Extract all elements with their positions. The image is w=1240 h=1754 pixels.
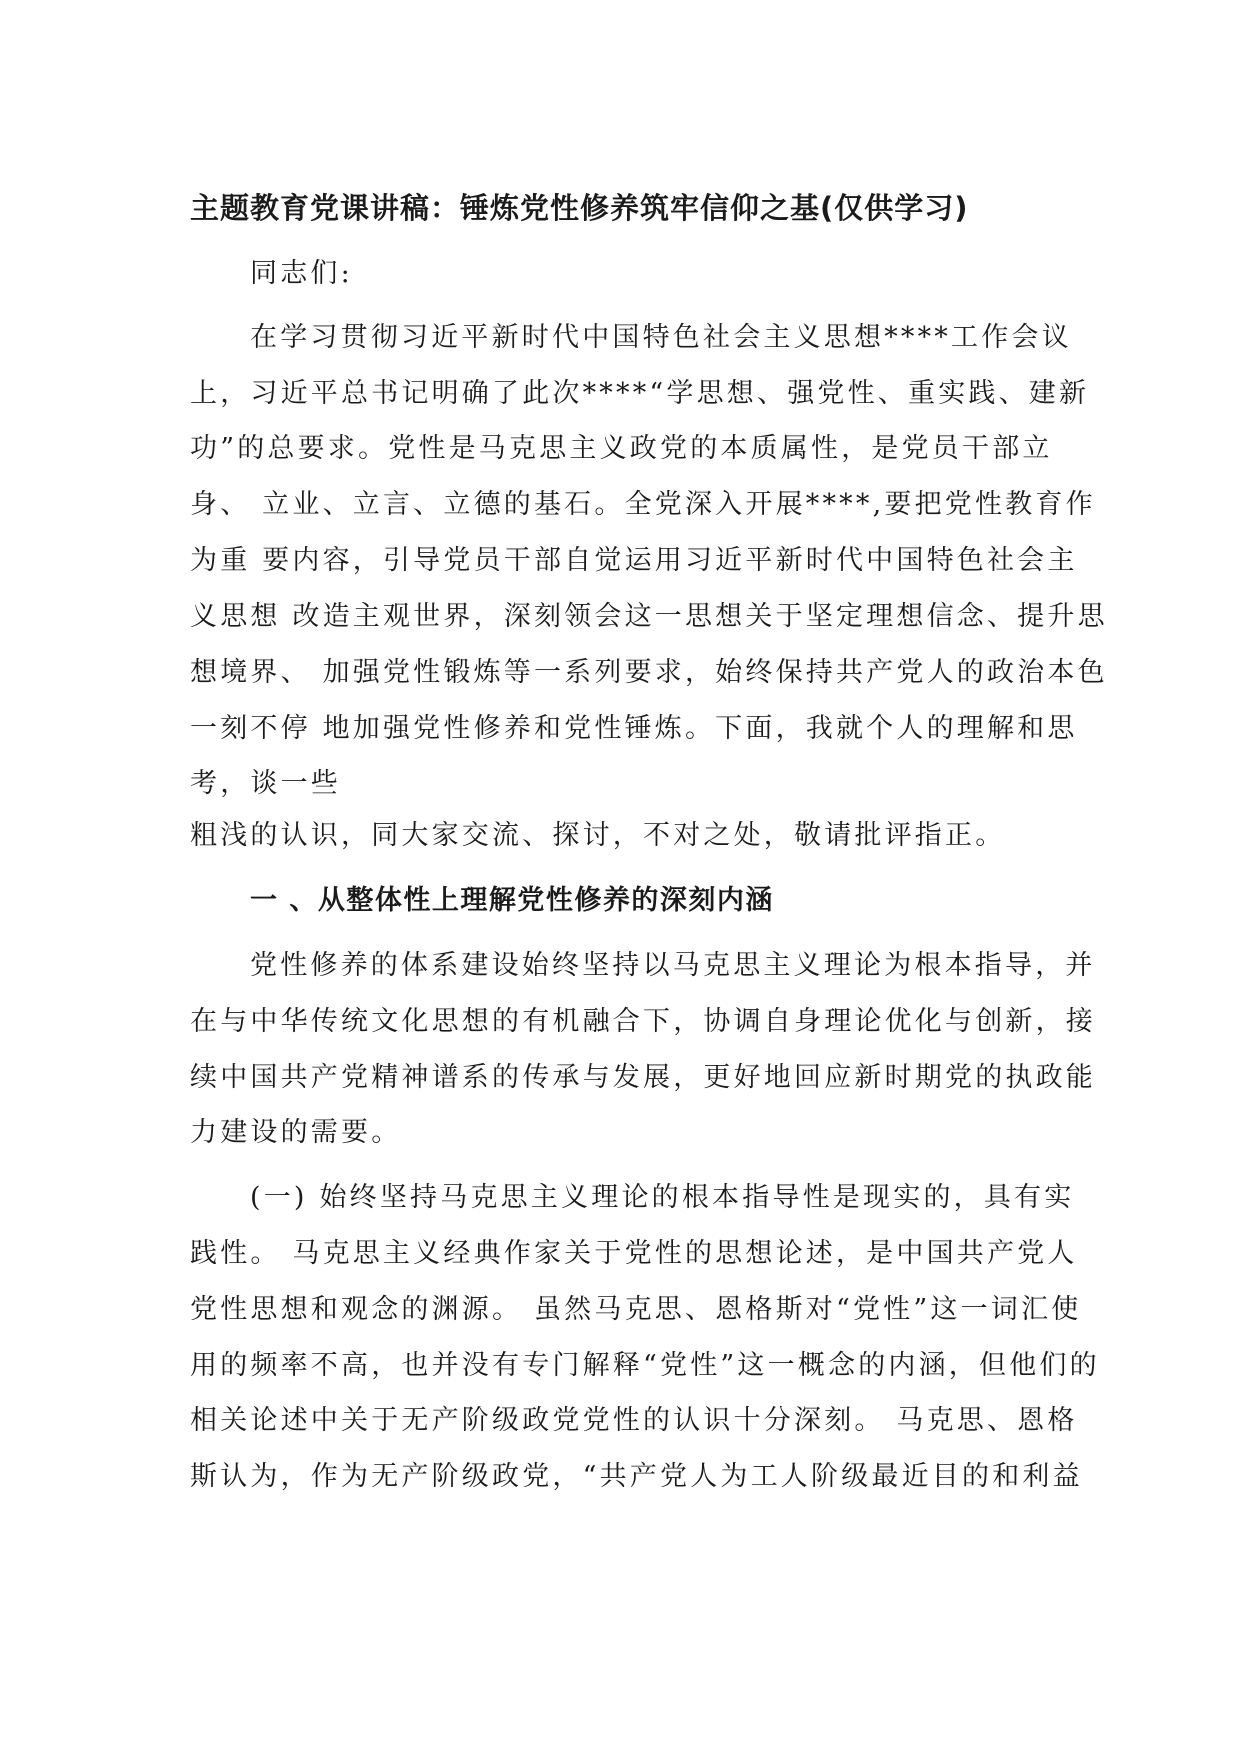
- paragraph-line: 党性修养的体系建设始终坚持以马克思主义理论为根本指导，并: [250, 950, 1096, 981]
- paragraph-line: 上，习近平总书记明确了此次****“学思想、强党性、重实践、建新: [190, 378, 1090, 409]
- paragraph-line: 党性思想和观念的渊源。 虽然马克思、恩格斯对“党性”这一词汇使: [190, 1294, 1082, 1325]
- section-heading: 一 、从整体性上理解党性修养的深刻内涵: [250, 885, 774, 916]
- paragraph-line: 义思想 改造主观世界，深刻领会这一思想关于坚定理想信念、提升思: [190, 601, 1108, 632]
- document-title: 主题教育党课讲稿：锤炼党性修养筑牢信仰之基(仅供学习): [190, 191, 969, 225]
- paragraph-line: 为重 要内容，引导党员干部自觉运用习近平新时代中国特色社会主: [190, 545, 1078, 576]
- paragraph-line: 斯认为，作为无产阶级政党，“共产党人为工人阶级最近目的和利益: [190, 1461, 1083, 1492]
- paragraph-line: 在与中华传统文化思想的有机融合下，协调自身理论优化与创新，接: [190, 1006, 1096, 1037]
- paragraph-line: 考，谈一些: [190, 768, 341, 799]
- paragraph-line: 用的频率不高，也并没有专门解释“党性”这一概念的内涵，但他们的: [190, 1350, 1100, 1381]
- paragraph-line: 践性。 马克思主义经典作家关于党性的思想论述，是中国共产党人: [190, 1238, 1078, 1269]
- paragraph-line: 功”的总要求。党性是马克思主义政党的本质属性，是党员干部立: [190, 433, 1053, 464]
- paragraph-line: 身、 立业、立言、立德的基石。全党深入开展****,要把党性教育作: [190, 489, 1096, 520]
- paragraph-line: 粗浅的认识，同大家交流、探讨，不对之处，敬请批评指正。: [190, 820, 1006, 851]
- paragraph-line: 在学习贯彻习近平新时代中国特色社会主义思想****工作会议: [250, 322, 1072, 353]
- paragraph-line: 相关论述中关于无产阶级政党党性的认识十分深刻。 马克思、恩格: [190, 1405, 1078, 1436]
- paragraph-line: 续中国共产党精神谱系的传承与发展，更好地回应新时期党的执政能: [190, 1062, 1096, 1093]
- paragraph-line: 一刻不停 地加强党性修养和党性锤炼。下面，我就个人的理解和思: [190, 713, 1078, 744]
- paragraph-line: (一) 始终坚持马克思主义理论的根本指导性是现实的，具有实: [250, 1182, 1075, 1213]
- paragraph-line: 想境界、 加强党性锻炼等一系列要求，始终保持共产党人的政治本色: [190, 657, 1108, 688]
- salutation: 同志们:: [250, 258, 353, 289]
- paragraph-line: 力建设的需要。: [190, 1117, 402, 1148]
